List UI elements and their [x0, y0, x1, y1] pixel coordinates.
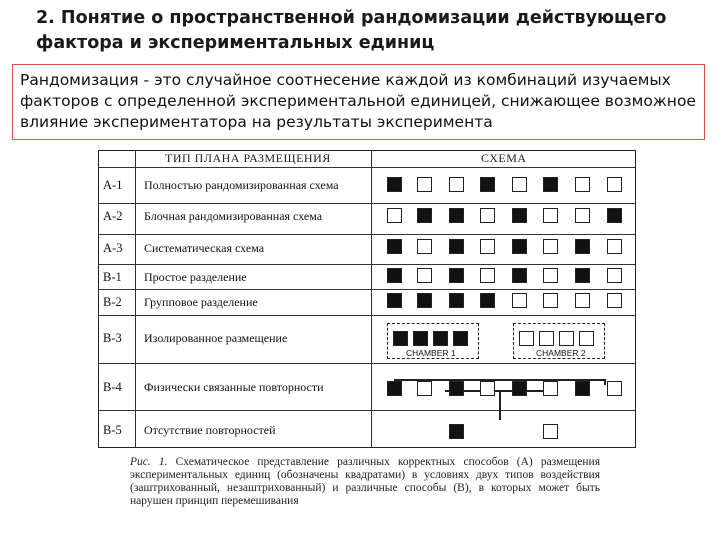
row-divider	[99, 234, 635, 235]
filled-unit	[413, 331, 428, 346]
row-divider	[99, 410, 635, 411]
filled-unit	[512, 381, 527, 396]
filled-unit	[512, 239, 527, 254]
row-code: B-5	[103, 423, 122, 437]
empty-unit	[539, 331, 554, 346]
empty-unit	[543, 424, 558, 439]
header-type: ТИП ПЛАНА РАЗМЕЩЕНИЯ	[165, 151, 331, 165]
row-code: A-3	[103, 241, 123, 255]
filled-unit	[387, 268, 402, 283]
filled-unit	[387, 293, 402, 308]
caption-label: Рис. 1.	[130, 456, 168, 468]
filled-unit	[449, 239, 464, 254]
filled-unit	[417, 293, 432, 308]
filled-unit	[387, 239, 402, 254]
empty-unit	[543, 293, 558, 308]
empty-unit	[575, 208, 590, 223]
empty-unit	[575, 177, 590, 192]
chamber-2-label: CHAMBER 2	[536, 348, 586, 358]
row-label: Блочная рандомизированная схема	[144, 209, 323, 223]
row-divider	[99, 203, 635, 204]
row-code: A-2	[103, 209, 123, 223]
empty-unit	[543, 268, 558, 283]
filled-unit	[417, 208, 432, 223]
empty-unit	[417, 268, 432, 283]
empty-unit	[480, 381, 495, 396]
filled-unit	[387, 177, 402, 192]
empty-unit	[512, 177, 527, 192]
empty-unit	[607, 239, 622, 254]
empty-unit	[607, 268, 622, 283]
filled-unit	[449, 293, 464, 308]
empty-unit	[607, 293, 622, 308]
row-code: B-4	[103, 380, 122, 394]
figure-caption	[130, 456, 600, 508]
empty-unit	[607, 381, 622, 396]
empty-unit	[417, 381, 432, 396]
caption-text: Схематическое представление различных корректных способов (А) размещения экспериментальных единиц (обозначены квадратами) в условиях двух типов воздействия (заштрихованный, незаштрихованный) и различные способы (В), в которых может быть нарушен принцип перемешивания	[130, 456, 600, 507]
filled-unit	[393, 331, 408, 346]
connector-line	[604, 379, 606, 385]
filled-unit	[449, 424, 464, 439]
empty-unit	[449, 177, 464, 192]
filled-unit	[543, 177, 558, 192]
row-label: Отсутствие повторностей	[144, 423, 276, 437]
header-scheme: СХЕМА	[481, 151, 527, 165]
row-label: Простое разделение	[144, 270, 247, 284]
row-code: A-1	[103, 178, 123, 192]
row-divider	[99, 264, 635, 265]
row-label: Групповое разделение	[144, 295, 258, 309]
empty-unit	[579, 331, 594, 346]
row-code: B-2	[103, 295, 122, 309]
empty-unit	[607, 177, 622, 192]
definition-box	[12, 64, 705, 140]
empty-unit	[543, 208, 558, 223]
row-label: Физически связанные повторности	[144, 380, 324, 394]
empty-unit	[519, 331, 534, 346]
empty-unit	[559, 331, 574, 346]
slide-title: 2. Понятие о пространственной рандомизации действующего фактора и экспериментальных единиц	[36, 8, 667, 53]
filled-unit	[480, 177, 495, 192]
filled-unit	[512, 208, 527, 223]
empty-unit	[512, 293, 527, 308]
chamber-1-label: CHAMBER 1	[406, 348, 456, 358]
row-code: B-3	[103, 331, 122, 345]
randomization-figure	[98, 150, 636, 448]
filled-unit	[512, 268, 527, 283]
connector-line	[499, 390, 501, 420]
definition-text: Рандомизация - это случайное соотнесение каждой из комбинаций изучаемых факторов с определенной экспериментальной единицей, снижающее возможное влияние экспериментатора на результаты эксперимента	[20, 71, 696, 131]
empty-unit	[543, 381, 558, 396]
filled-unit	[387, 381, 402, 396]
row-divider	[99, 289, 635, 290]
row-label: Полностью рандомизированная схема	[144, 178, 339, 192]
filled-unit	[433, 331, 448, 346]
filled-unit	[575, 268, 590, 283]
row-label: Систематическая схема	[144, 241, 265, 255]
empty-unit	[417, 239, 432, 254]
row-divider	[99, 363, 635, 364]
row-label: Изолированное размещение	[144, 331, 288, 345]
empty-unit	[387, 208, 402, 223]
filled-unit	[453, 331, 468, 346]
filled-unit	[480, 293, 495, 308]
header-rule	[99, 167, 635, 168]
filled-unit	[575, 239, 590, 254]
filled-unit	[575, 381, 590, 396]
empty-unit	[575, 293, 590, 308]
row-code: B-1	[103, 270, 122, 284]
empty-unit	[480, 208, 495, 223]
empty-unit	[543, 239, 558, 254]
filled-unit	[449, 208, 464, 223]
empty-unit	[480, 239, 495, 254]
column-divider	[135, 151, 136, 447]
empty-unit	[480, 268, 495, 283]
filled-unit	[449, 381, 464, 396]
filled-unit	[449, 268, 464, 283]
filled-unit	[607, 208, 622, 223]
empty-unit	[417, 177, 432, 192]
row-divider	[99, 315, 635, 316]
